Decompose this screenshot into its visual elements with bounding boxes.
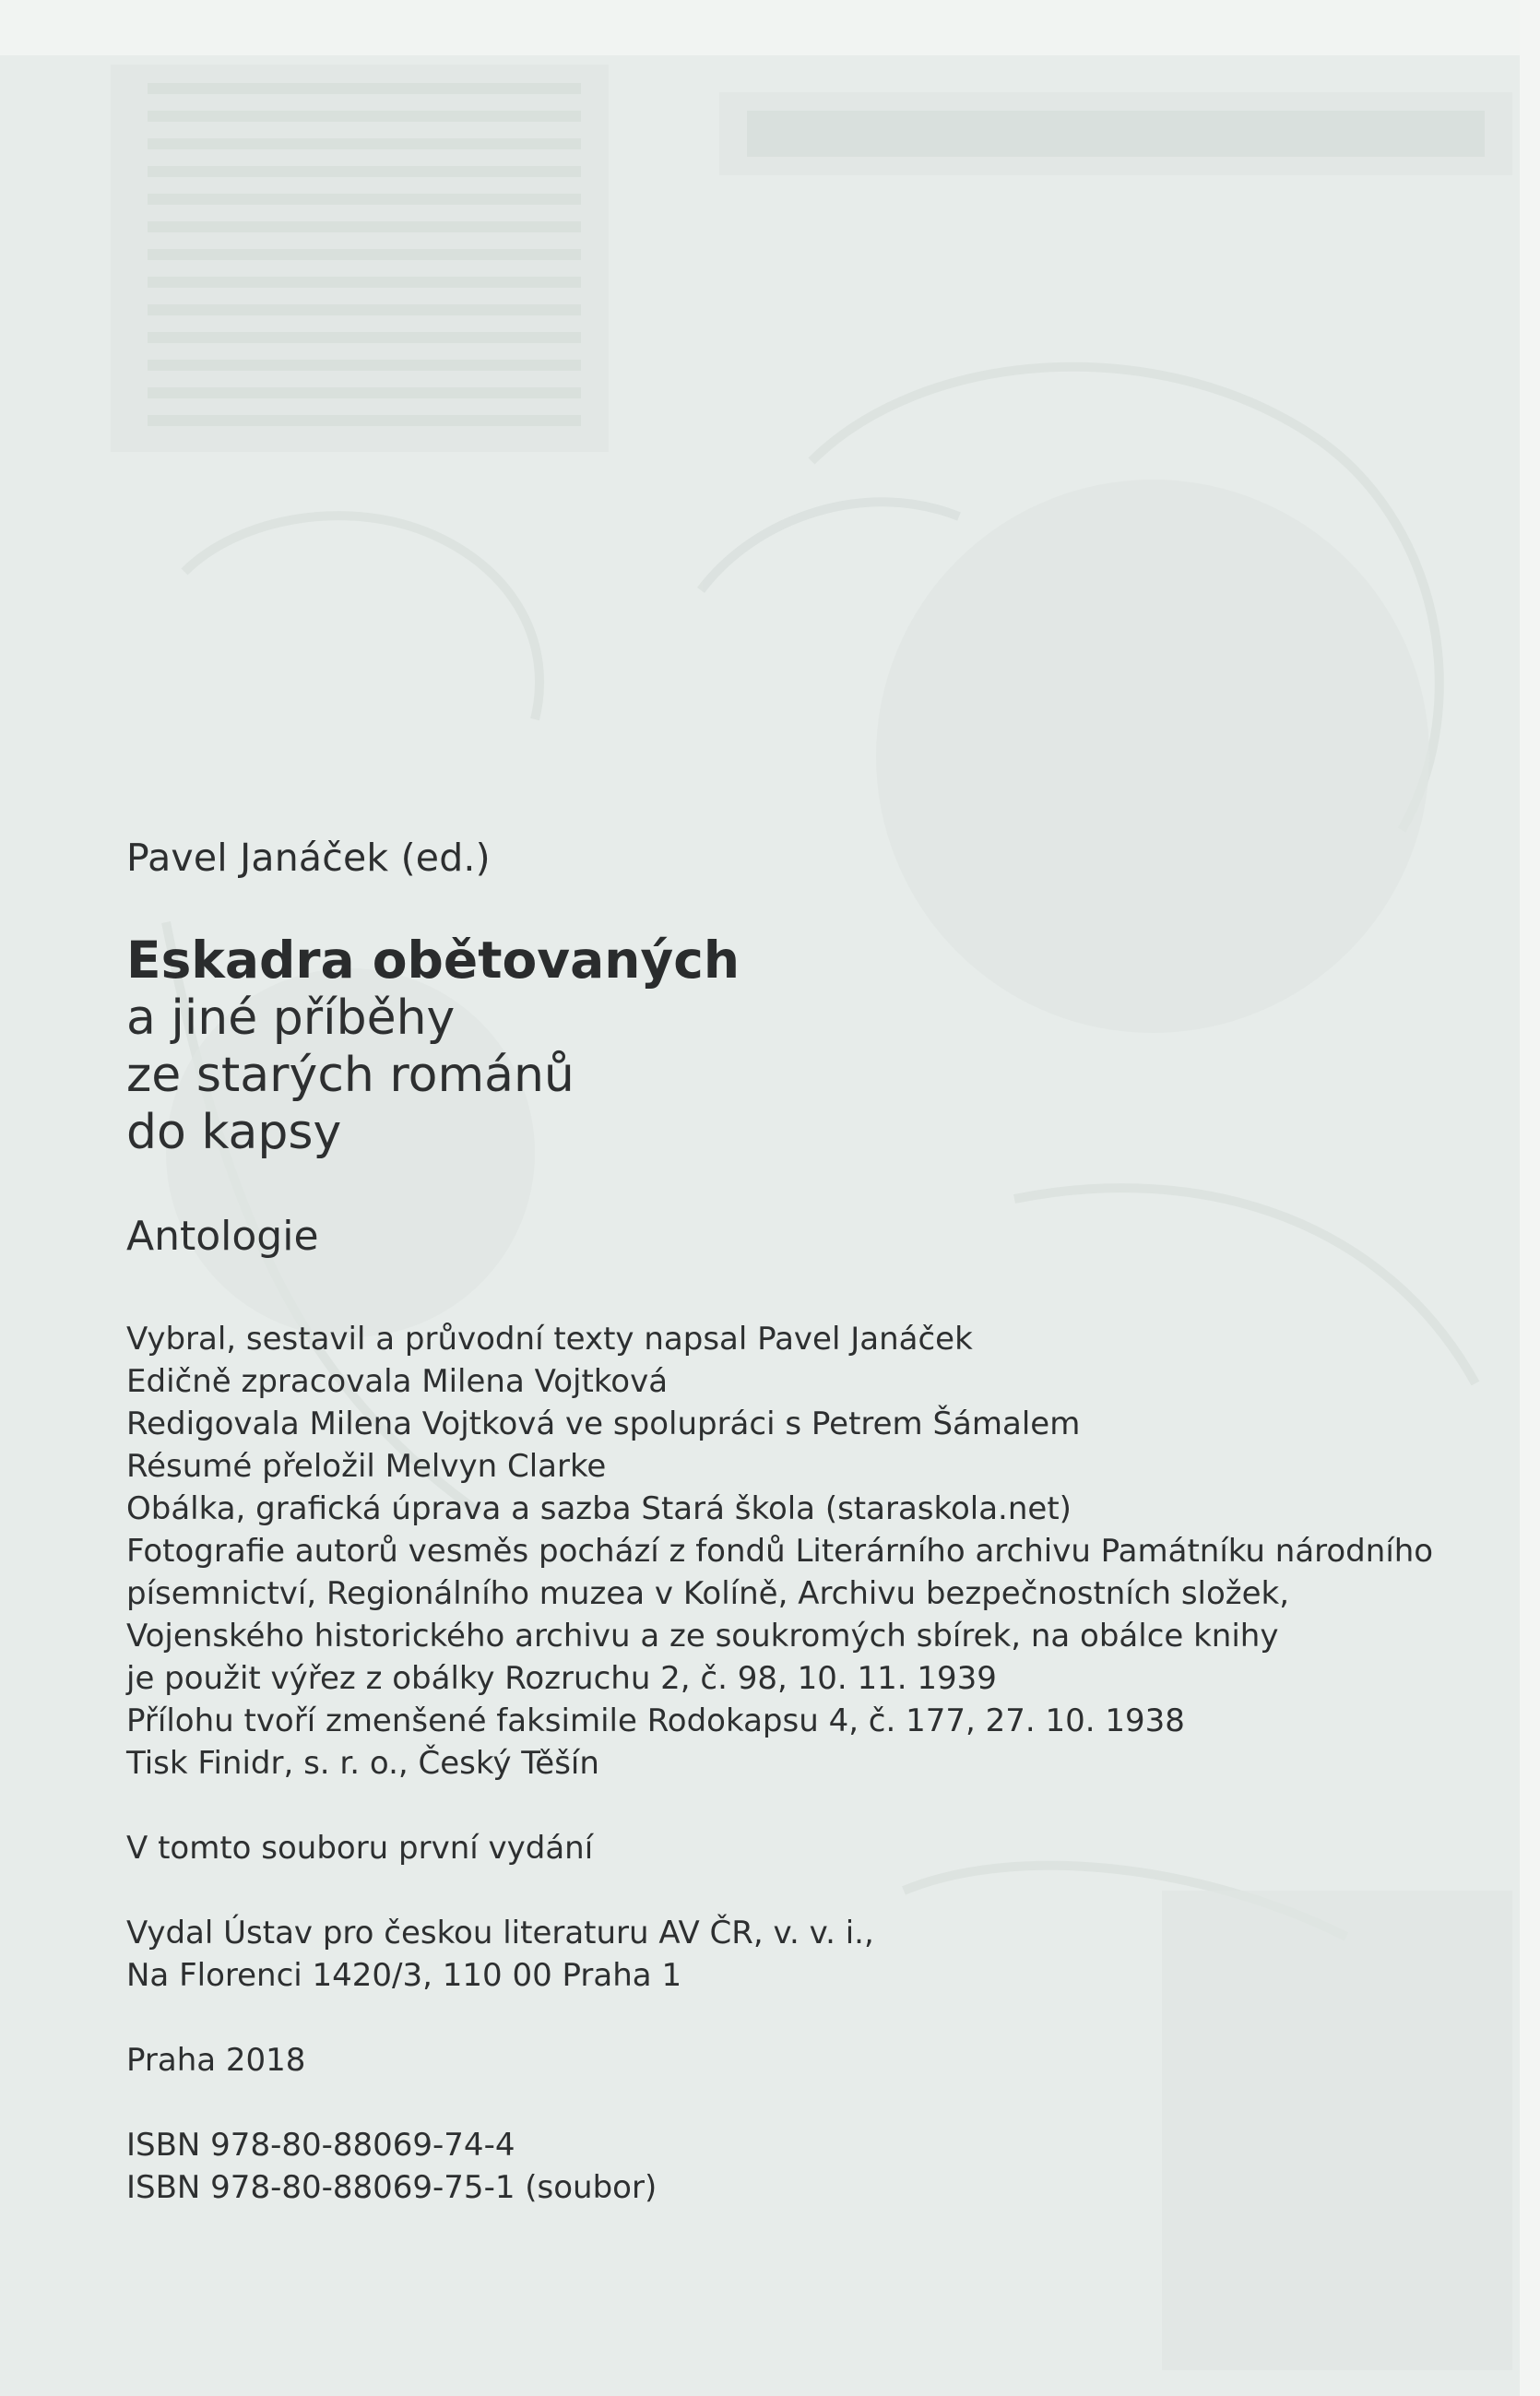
credit-line: Vojenského historického archivu a ze soukromých sbírek, na obálce knihy bbox=[126, 1618, 1279, 1655]
isbn-line: ISBN 978-80-88069-74-4 bbox=[126, 2127, 515, 2164]
credits-block bbox=[126, 1318, 1463, 1785]
imprint-page bbox=[126, 835, 1463, 2209]
book-editor: Pavel Janáček (ed.) bbox=[126, 836, 491, 880]
credit-line: Fotografie autorů vesměs pochází z fondů Literárního archivu Památníku národního bbox=[126, 1533, 1434, 1570]
book-subtitle-line: a jiné příběhy bbox=[126, 990, 456, 1046]
book-subtitle-line: do kapsy bbox=[126, 1105, 342, 1160]
credit-line: Vybral, sestavil a průvodní texty napsal Pavel Janáček bbox=[126, 1321, 973, 1358]
publisher-block bbox=[126, 1912, 1463, 1997]
credit-line: Obálka, grafická úprava a sazba Stará škola (staraskola.net) bbox=[126, 1490, 1072, 1527]
publisher-address: Na Florenci 1420/3, 110 00 Praha 1 bbox=[126, 1957, 682, 1994]
publisher-line: Vydal Ústav pro českou literaturu AV ČR, v. v. i., bbox=[126, 1915, 874, 1951]
book-genre: Antologie bbox=[126, 1213, 319, 1260]
book-title: Eskadra obětovaných bbox=[126, 931, 740, 990]
credit-line: Redigovala Milena Vojtková ve spolupráci s Petrem Šámalem bbox=[126, 1406, 1081, 1442]
credit-line: písemnictví, Regionálního muzea v Kolíně, Archivu bezpečnostních složek, bbox=[126, 1575, 1290, 1612]
place-year: Praha 2018 bbox=[126, 2042, 306, 2079]
credit-line: je použit výřez z obálky Rozruchu 2, č. 98, 10. 11. 1939 bbox=[126, 1660, 997, 1697]
isbn-block bbox=[126, 2124, 1463, 2209]
book-subtitle-line: ze starých románů bbox=[126, 1048, 575, 1103]
credit-line: Přílohu tvoří zmenšené faksimile Rodokapsu 4, č. 177, 27. 10. 1938 bbox=[126, 1702, 1185, 1739]
credit-line: Tisk Finidr, s. r. o., Český Těšín bbox=[126, 1745, 599, 1782]
edition-note: V tomto souboru první vydání bbox=[126, 1830, 594, 1867]
isbn-line: ISBN 978-80-88069-75-1 (soubor) bbox=[126, 2169, 657, 2206]
credit-line: Résumé přeložil Melvyn Clarke bbox=[126, 1448, 607, 1485]
credit-line: Edičně zpracovala Milena Vojtková bbox=[126, 1363, 669, 1400]
